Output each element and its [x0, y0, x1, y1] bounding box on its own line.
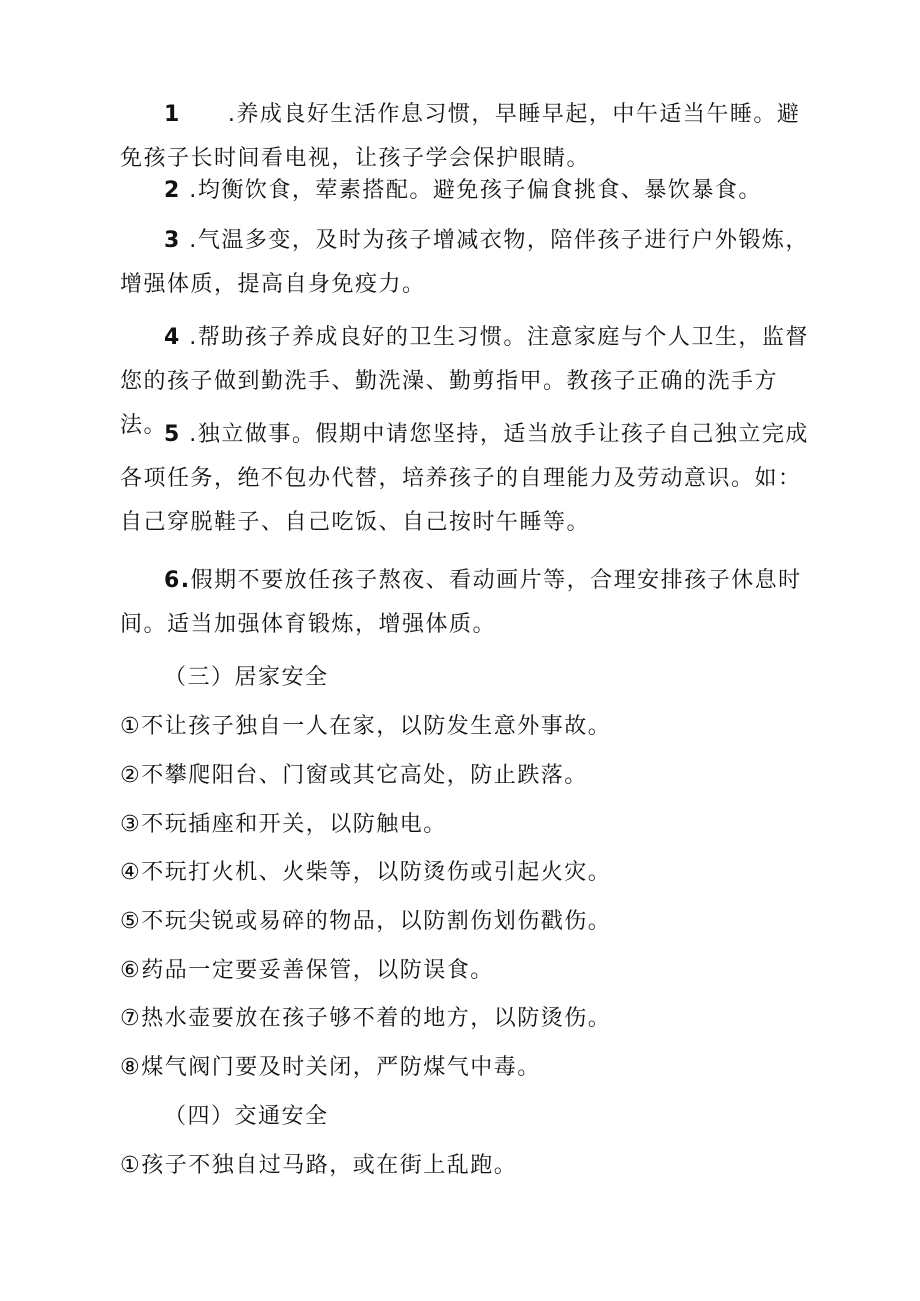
- item-number: 1: [164, 102, 181, 127]
- home-safety-item: ⑧煤气阀门要及时关闭，严防煤气中毒。: [120, 1055, 541, 1080]
- item-number: 3: [164, 228, 181, 253]
- traffic-safety-item: ①孩子不独自过马路，或在街上乱跑。: [120, 1153, 518, 1178]
- item-number: 2: [164, 178, 181, 203]
- home-safety-item: ②不攀爬阳台、门窗或其它高处，防止跌落。: [120, 763, 588, 788]
- health-item-5: [120, 413, 810, 545]
- item-number: 6.: [164, 568, 191, 593]
- section-heading-home-safety: （三）居家安全: [164, 665, 329, 690]
- item-separator: .: [180, 228, 198, 253]
- item-text: 帮助孩子养成良好的卫生习惯。注意家庭与个人卫生，监督您的孩子做到勤洗手、勤洗澡、勤剪指甲。教孩子正确的洗手方法。: [120, 325, 809, 438]
- item-separator: .: [180, 178, 198, 203]
- item-text: 养成良好生活作息习惯，早睡早起，中午适当午睡。避免孩子长时间看电视，让孩子学会保护眼睛。: [120, 102, 801, 171]
- health-item-6: [120, 559, 810, 647]
- home-safety-item: ⑥药品一定要妥善保管，以防误食。: [120, 958, 494, 983]
- item-text: 独立做事。假期中请您坚持，适当放手让孩子自己独立完成各项任务，绝不包办代替，培养孩子的自理能力及劳动意识。如：自己穿脱鞋子、自己吃饭、自己按时午睡等。: [120, 422, 809, 535]
- health-item-1: [120, 93, 810, 181]
- item-separator: .: [180, 422, 198, 447]
- item-separator: .: [180, 325, 198, 350]
- item-number: 5: [164, 422, 181, 447]
- item-number: 4: [164, 325, 181, 350]
- home-safety-item: ④不玩打火机、火柴等，以防烫伤或引起火灾。: [120, 860, 612, 885]
- item-separator: .: [180, 102, 237, 127]
- health-item-3: [120, 219, 810, 307]
- item-text: 假期不要放任孩子熬夜、看动画片等，合理安排孩子休息时间。适当加强体育锻炼，增强体质。: [120, 568, 802, 637]
- home-safety-item: ⑦热水壶要放在孩子够不着的地方，以防烫伤。: [120, 1006, 612, 1031]
- home-safety-item: ①不让孩子独自一人在家，以防发生意外事故。: [120, 714, 612, 739]
- home-safety-item: ③不玩插座和开关，以防触电。: [120, 812, 447, 837]
- item-text: 均衡饮食，荤素搭配。避免孩子偏食挑食、暴饮暴食。: [197, 178, 762, 203]
- section-heading-traffic-safety: （四）交通安全: [164, 1104, 329, 1129]
- home-safety-item: ⑤不玩尖锐或易碎的物品，以防割伤划伤戳伤。: [120, 909, 612, 934]
- health-item-2: [120, 169, 810, 213]
- item-text: 气温多变，及时为孩子增减衣物，陪伴孩子进行户外锻炼，增强体质，提高自身免疫力。: [120, 228, 809, 297]
